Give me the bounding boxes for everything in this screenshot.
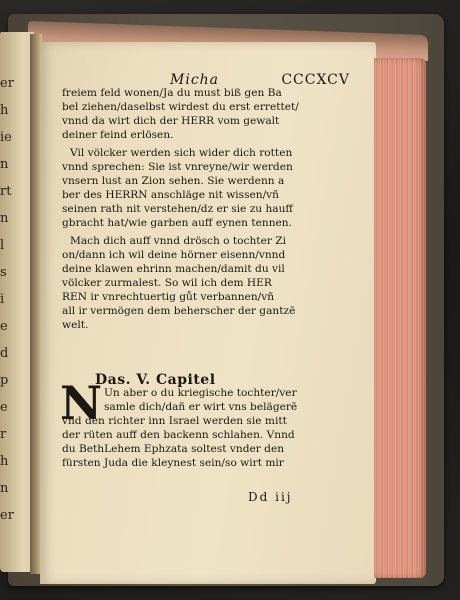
left-margin-letter: r	[0, 427, 7, 442]
left-margin-letter: rt	[0, 184, 12, 199]
text-line: REN ir vnrechtuertig gůt verbannen/vñ	[62, 291, 275, 303]
text-line: deine klawen ehrinn machen/damit du vil	[62, 263, 285, 275]
text-line: all ir vermögen dem beherscher der gantzē	[62, 305, 296, 317]
text-line: on/dann ich wil deine hörner eisenn/vnnd	[62, 249, 286, 261]
left-margin-letter: er	[0, 508, 14, 523]
left-margin-letter: h	[0, 454, 9, 469]
folio-number: CCCXCV	[281, 72, 350, 88]
left-margin-letter: p	[0, 373, 9, 388]
text-line: gbracht hat/wie garben auff eynen tennen.	[62, 217, 292, 229]
text-line: fürsten Juda die kleynest sein/so wirt mir	[62, 457, 284, 469]
text-line: der rüten auff den backenn schlahen. Vnnd	[62, 429, 295, 441]
text-line: vnsern lust an Zion sehen. Sie werdenn a	[62, 175, 285, 187]
left-margin-letter: d	[0, 346, 9, 361]
text-line: deiner feind erlösen.	[62, 129, 174, 141]
left-margin-letter: s	[0, 265, 7, 280]
left-margin-letter: e	[0, 400, 8, 415]
text-line: welt.	[62, 319, 89, 331]
text-line: du BethLehem Ephzata soltest vnder den	[62, 443, 285, 455]
left-margin-letter: i	[0, 292, 5, 307]
text-line: bel ziehen/daselbst wirdest du erst errettet/	[62, 101, 299, 113]
text-line: vnnd da wirt dich der HERR vom gewalt	[62, 115, 280, 127]
left-margin-letter: ie	[0, 130, 12, 145]
text-line: vnd den richter inn Israel werden sie mitt	[62, 415, 287, 427]
left-margin-letter: h	[0, 103, 9, 118]
left-margin-letter: n	[0, 481, 9, 496]
left-margin-letter: er	[0, 76, 14, 91]
left-margin-letter: e	[0, 319, 8, 334]
drop-initial: N	[60, 376, 103, 430]
signature-mark: Dd iij	[248, 490, 293, 504]
text-line: Mach dich auff vnnd drösch o tochter Zi	[70, 235, 287, 247]
left-margin-letter: l	[0, 238, 5, 253]
left-page-margin-text	[0, 70, 22, 540]
text-line: völcker zurmalest. So wil ich dem HER	[62, 277, 272, 289]
left-margin-letter: n	[0, 157, 9, 172]
text-line: Un aber o du kriegische tochter/ver	[104, 387, 297, 399]
text-line: vnnd sprechen: Sie ist vnreyne/wir werden	[62, 161, 293, 173]
page-block-fore-edge	[374, 58, 426, 578]
chapter-heading: Das. V. Capitel	[95, 372, 216, 388]
running-head-title: Micha	[170, 72, 220, 88]
text-line: freiem feld wonen/Ja du must biß gen Ba	[62, 87, 282, 99]
text-line: seinen rath nit verstehen/dz er sie zu hauff	[62, 203, 293, 215]
text-line: ber des HERRN anschläge nit wissen/vñ	[62, 189, 279, 201]
text-line: Vil völcker werden sich wider dich rotten	[70, 147, 293, 159]
text-line: samle dich/dañ er wirt vns belägerē	[104, 401, 298, 413]
left-margin-letter: n	[0, 211, 9, 226]
